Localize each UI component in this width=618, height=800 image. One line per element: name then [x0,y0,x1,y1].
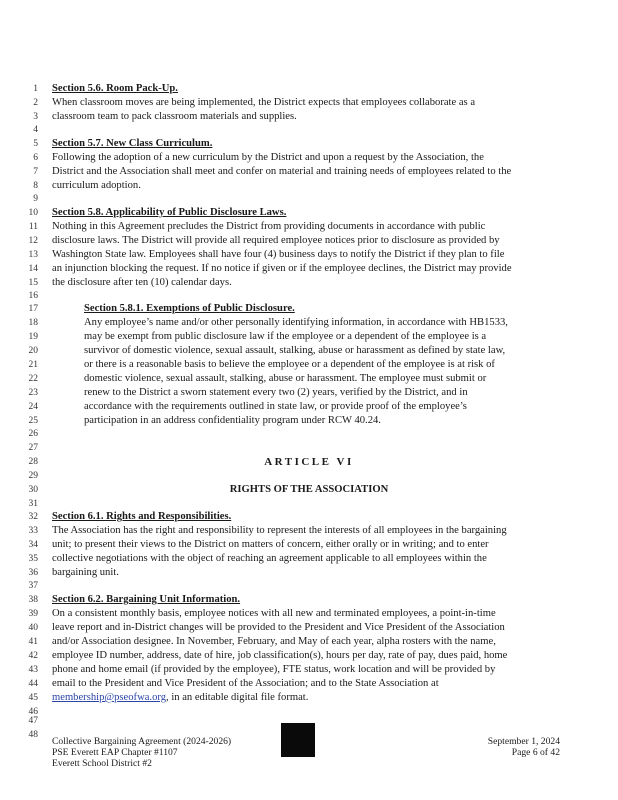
section-5-8-1-heading: Section 5.8.1. Exemptions of Public Disclosure. [84,303,295,314]
line-number: 27 [28,443,38,453]
membership-email-link[interactable]: membership@pseofwa.org [52,692,167,703]
text-line: survivor of domestic violence, sexual assault, stalking, abuse or harassment as defined by state law, [84,345,506,356]
text-line: Nothing in this Agreement precludes the District from providing documents in accordance with public [52,221,486,232]
text-line: On a consistent monthly basis, employee notices with all new and terminated employees, a point-in-time [52,608,496,619]
line-number: 43 [28,665,38,675]
line-number: 5 [33,139,38,149]
footer-date: September 1, 2024 [487,736,560,747]
line-number: 29 [28,471,38,481]
line-number: 16 [28,291,38,301]
line-number: 33 [28,526,38,536]
line-number: 26 [28,429,38,439]
line-number: 7 [33,167,38,177]
text-line: classroom team to pack classroom materials and supplies. [52,111,297,122]
line-number: 46 [28,707,38,717]
line-number: 8 [33,181,38,191]
line-number: 42 [28,651,38,661]
footer-left [52,736,231,769]
text-line [52,691,308,705]
line-number: 20 [28,346,38,356]
text-line: employee ID number, address, date of hire, job classification(s), hours per day, rate of pay, dues paid, home [52,650,508,661]
line-number: 39 [28,609,38,619]
article-title: ARTICLE VI [264,456,354,468]
line-number: 24 [28,402,38,412]
text-line: participation in an address confidentiality program under RCW 40.24. [84,415,381,426]
text-line: When classroom moves are being implemented, the District expects that employees collaborate as a [52,97,476,108]
text-line: may be exempt from public disclosure law if the employee or a dependent of the employee is a [84,331,487,342]
text-line: bargaining unit. [52,567,119,578]
line-number: 23 [28,388,38,398]
line-number: 1 [33,84,38,94]
text-fragment: , in an editable digital file format. [166,692,309,703]
line-number: 10 [28,208,38,218]
line-number: 14 [28,264,38,274]
line-number: 13 [28,250,38,260]
page-number: Page 6 of 42 [511,747,560,758]
article-subtitle: RIGHTS OF THE ASSOCIATION [229,484,389,495]
line-number: 17 [28,304,38,314]
text-line: an injunction blocking the request. If no notice if given or if the employee declines, the District may provide [52,263,512,274]
text-line: and/or Association designee. In November, February, and May of each year, alpha rosters with the name, [52,636,496,647]
text-line: renew to the District a sworn statement every two (2) years, verified by the District, and in [84,387,468,398]
text-line: Following the adoption of a new curriculum by the District and upon a request by the Association, the [52,152,484,163]
line-number: 18 [28,318,38,328]
line-number: 38 [28,595,38,605]
section-6-1-heading: Section 6.1. Rights and Responsibilities. [52,511,232,522]
line-number: 37 [28,581,38,591]
line-number: 2 [33,98,38,108]
line-number: 15 [28,278,38,288]
text-line: domestic violence, sexual assault, stalking, abuse or harassment. The employee must submit or [84,373,487,384]
text-line: email to the President and Vice President of the Association; and to the State Association at [52,678,439,689]
footer-agreement-title: Collective Bargaining Agreement (2024-2026) [52,736,232,747]
line-number: 22 [28,374,38,384]
text-line: or there is a reasonable basis to believe the employee or a dependent of the employee is at risk of [84,359,495,370]
text-line: phone and home email (if provided by the employee), FTE status, work location and will be provided by [52,664,496,675]
line-number: 45 [28,693,38,703]
line-number: 3 [33,112,38,122]
section-5-7-heading: Section 5.7. New Class Curriculum. [52,138,213,149]
text-line: curriculum adoption. [52,180,141,191]
footer-district: Everett School District #2 [52,758,152,769]
section-5-6-heading: Section 5.6. Room Pack-Up. [52,83,178,94]
text-line: accordance with the requirements outlined in state law, or provide proof of the employee’s [84,401,467,412]
section-5-8-heading: Section 5.8. Applicability of Public Disclosure Laws. [52,207,287,218]
line-number: 9 [33,194,38,204]
line-number: 35 [28,554,38,564]
line-number: 40 [28,623,38,633]
line-number: 11 [28,222,38,232]
line-number: 6 [33,153,38,163]
line-number: 34 [28,540,38,550]
line-number: 4 [33,125,38,135]
footer-chapter: PSE Everett EAP Chapter #1107 [52,747,178,758]
text-line: Washington State law. Employees shall have four (4) business days to notify the District if they plan to file [52,249,505,260]
text-line: unit; to present their views to the District on matters of concern, either orally or in writing; and to enter [52,539,489,550]
text-line: disclosure laws. The District will provide all required employee notices prior to disclosure as provided by [52,235,500,246]
line-number: 28 [28,457,38,467]
line-number: 21 [28,360,38,370]
text-line: the disclosure after ten (10) calendar days. [52,277,232,288]
line-number: 25 [28,416,38,426]
line-number: 31 [28,499,38,509]
footer-right [488,736,560,758]
logo-mark [281,723,315,757]
line-number: 47 [28,716,38,726]
line-number: 48 [28,730,38,740]
line-number: 36 [28,568,38,578]
line-number: 32 [28,512,38,522]
text-line: collective negotiations with the object of reaching an agreement applicable to all employees within the [52,553,487,564]
line-number: 30 [28,485,38,495]
text-line: Any employee’s name and/or other personally identifying information, in accordance with HB1533, [84,317,508,328]
line-number: 19 [28,332,38,342]
text-line: The Association has the right and responsibility to represent the interests of all employees in the bargaining [52,525,507,536]
line-number: 41 [28,637,38,647]
line-number: 44 [28,679,38,689]
text-line: District and the Association shall meet and confer on material and training needs of employees related to the [52,166,512,177]
text-line: leave report and in-District changes will be provided to the President and Vice President of the Association [52,622,505,633]
line-number: 12 [28,236,38,246]
section-6-2-heading: Section 6.2. Bargaining Unit Information. [52,594,241,605]
